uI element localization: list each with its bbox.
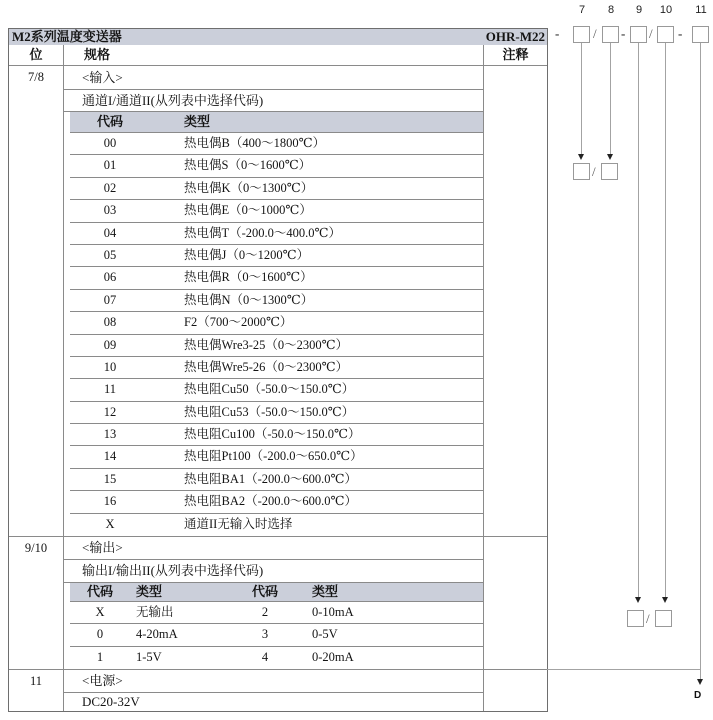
arrow-down-icon: [635, 597, 641, 603]
code-cell: 04: [103, 225, 117, 240]
pos-cell-output: 9/10: [9, 537, 64, 669]
page-title: M2系列温度变送器: [12, 29, 122, 44]
type-cell: 热电偶R（0～1600℃）: [184, 270, 313, 285]
spec-table: [8, 28, 548, 712]
pos-cell-power: 11: [9, 670, 64, 711]
section-input: [9, 66, 547, 537]
col-header-note: 注释: [483, 45, 547, 65]
type-cell: F2（700～2000℃）: [184, 315, 293, 330]
output-table-header: [70, 583, 483, 602]
arrow-down-icon: [697, 679, 703, 685]
note-cell-power: [483, 670, 547, 711]
input-table-rows: [70, 133, 483, 536]
output-group-label: <输出>: [64, 537, 483, 560]
output-pair-box: [627, 610, 644, 627]
output-pair-box: [655, 610, 672, 627]
type-cell: 热电偶N（0～1300℃）: [184, 292, 314, 307]
output-table-rows: [70, 602, 483, 669]
digit-label-11: 11: [695, 4, 707, 16]
table-row: [70, 514, 483, 536]
type-cell: 热电偶B（400～1800℃）: [184, 136, 326, 150]
code-cell: 11: [103, 382, 117, 397]
power-value: DC20-32V: [82, 693, 140, 709]
code-separator: /: [593, 26, 597, 41]
code-cell: 08: [103, 315, 117, 330]
type-cell: 热电偶K（0～1300℃）: [184, 180, 314, 195]
code-cell: 2: [261, 605, 269, 620]
code-cell: 07: [103, 292, 117, 307]
table-row: [70, 223, 483, 245]
code-cell: X: [95, 605, 105, 620]
type-cell: 热电阻BA1（-200.0～600.0℃）: [184, 471, 358, 486]
code-col-header: 代码: [86, 584, 113, 600]
code-separator: -: [678, 26, 683, 41]
code-cell: 13: [103, 427, 117, 442]
footer-mark: D: [694, 690, 702, 701]
title-bar: [9, 28, 547, 45]
code-cell: 10: [103, 359, 117, 374]
code-box-10: [657, 26, 674, 43]
code-cell: 4: [261, 649, 269, 664]
table-row: [70, 469, 483, 491]
type-col-header: 类型: [312, 584, 339, 600]
code-cell: 3: [261, 627, 269, 642]
table-row: [70, 402, 483, 424]
table-row: [70, 647, 483, 669]
connector-line-8: [610, 43, 611, 155]
table-row: [70, 155, 483, 177]
code-cell: 12: [103, 404, 117, 419]
col-header-spec: 规格: [84, 47, 111, 62]
table-row: [70, 245, 483, 267]
table-row: [70, 491, 483, 513]
pair-slash: /: [592, 164, 596, 179]
code-cell: 03: [103, 203, 117, 218]
type-cell: 热电阻Cu53（-50.0～150.0℃）: [184, 404, 355, 419]
type-cell: 4-20mA: [136, 627, 178, 642]
input-group-label: <输入>: [64, 66, 483, 90]
code-separator: /: [649, 26, 653, 41]
table-row: [70, 312, 483, 334]
code-cell: 06: [103, 270, 117, 285]
code-box-9: [630, 26, 647, 43]
code-box-11: [692, 26, 709, 43]
digit-label-10: 10: [659, 4, 673, 16]
code-cell: 01: [103, 158, 117, 173]
code-box-7: [573, 26, 590, 43]
type-cell: 热电偶E（0～1000℃）: [184, 203, 312, 218]
table-row: [70, 335, 483, 357]
digit-label-8: 8: [607, 4, 615, 16]
channel-pair-box: [573, 163, 590, 180]
section-output: [9, 537, 547, 670]
connector-line-10: [665, 43, 666, 598]
type-cell: 1-5V: [136, 649, 162, 664]
table-row: [70, 379, 483, 401]
table-row: [70, 178, 483, 200]
table-row: [70, 424, 483, 446]
output-subtitle: 输出I/输出II(从列表中选择代码): [64, 560, 483, 583]
arrow-down-icon: [578, 154, 584, 160]
code-separator: -: [621, 26, 626, 41]
code-cell: 00: [103, 136, 117, 150]
table-row: [70, 267, 483, 289]
section-rule-extension: [547, 669, 701, 670]
type-cell: 热电偶S（0～1600℃）: [184, 158, 312, 173]
type-cell: 热电阻BA2（-200.0～600.0℃）: [184, 494, 358, 509]
code-separator: -: [555, 26, 560, 41]
type-cell: 热电阻Pt100（-200.0～650.0℃）: [184, 449, 363, 464]
table-row: [70, 357, 483, 379]
type-cell: 0-10mA: [312, 605, 354, 620]
section-power: [9, 670, 547, 711]
type-col-header: 类型: [136, 584, 163, 600]
type-cell: 热电偶J（0～1200℃）: [184, 247, 310, 262]
arrow-down-icon: [607, 154, 613, 160]
output-code-table: [70, 583, 483, 669]
code-col-header: 代码: [251, 584, 278, 600]
type-cell: 无输出: [136, 605, 174, 620]
type-col-header: 类型: [184, 114, 211, 129]
input-subtitle: 通道I/通道II(从列表中选择代码): [64, 90, 483, 112]
code-cell: 14: [103, 449, 117, 464]
connector-line-11: [700, 43, 701, 680]
table-row: [70, 602, 483, 624]
model-code: OHR-M22: [485, 29, 545, 44]
code-cell: 1: [96, 649, 104, 664]
table-row: [70, 133, 483, 155]
type-cell: 热电阻Cu50（-50.0～150.0℃）: [184, 382, 355, 397]
connector-line-9: [638, 43, 639, 598]
type-cell: 热电阻Cu100（-50.0～150.0℃）: [184, 427, 361, 442]
code-cell: 05: [103, 247, 117, 262]
power-group-label: <电源>: [64, 670, 483, 693]
note-cell-output: [483, 537, 547, 669]
table-header-row: [9, 45, 547, 66]
input-code-table: [70, 112, 483, 536]
connector-line-7: [581, 43, 582, 155]
table-row: [70, 446, 483, 468]
code-cell: 09: [103, 337, 117, 352]
type-cell: 热电偶Wre5-26（0～2300℃）: [184, 359, 349, 374]
type-cell: 通道II无输入时选择: [184, 516, 293, 531]
note-cell-input: [483, 66, 547, 536]
code-cell: 02: [103, 180, 117, 195]
code-box-8: [602, 26, 619, 43]
code-cell: 16: [103, 494, 117, 509]
pos-cell-input: 7/8: [9, 66, 64, 536]
col-header-pos: 位: [9, 45, 64, 65]
type-cell: 热电偶T（-200.0～400.0℃）: [184, 225, 342, 240]
type-cell: 热电偶Wre3-25（0～2300℃）: [184, 337, 349, 352]
table-row: [70, 200, 483, 222]
code-cell: 0: [96, 627, 104, 642]
code-cell: 15: [103, 471, 117, 486]
code-cell: X: [105, 516, 115, 531]
channel-pair-box: [601, 163, 618, 180]
table-row: [70, 290, 483, 312]
digit-label-7: 7: [578, 4, 586, 16]
table-row: [70, 624, 483, 646]
arrow-down-icon: [662, 597, 668, 603]
type-cell: 0-20mA: [312, 649, 354, 664]
pair-slash: /: [646, 611, 650, 626]
type-cell: 0-5V: [312, 627, 338, 642]
input-table-header: [70, 112, 483, 133]
digit-label-9: 9: [635, 4, 643, 16]
code-col-header: 代码: [96, 114, 123, 129]
